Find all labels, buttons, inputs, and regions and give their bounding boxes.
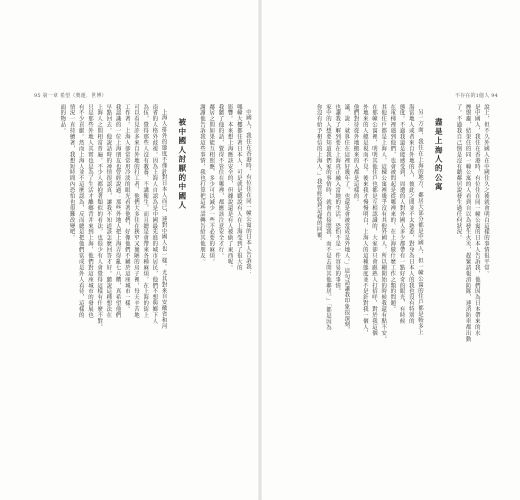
text-column: 我聽了他的話，覺得不管住在哪裡，都應該注意安全才行。: [217, 104, 224, 259]
right-page: [260, 0, 520, 500]
text-column: 另一方面，我住在上海的地方，鄰居大部分都是中國人，但一幢公寓的住戶都是較多上: [416, 109, 423, 336]
section-heading: 盡是上海人的公寓: [434, 118, 444, 192]
text-column: 只是那些外地人其實也是為了生活才離鄉背井來到上海，他們對這座城市的發展也: [86, 104, 93, 319]
text-column: 態度。不過我還是能感受到，周遭的人對外國人多少都帶有一點好奇的眼光，有時候: [398, 104, 405, 325]
text-column: 可以看見許多來自外地的打工者，他們大多住在狹窄又簡陋的房子裡，每天辛苦地: [132, 104, 139, 319]
text-column: 為伍，覺得那些人沒有教養、不講衛生，而且總是會帶來各種麻煩。在上海的街上: [142, 104, 149, 319]
right-text-block: [264, 104, 490, 424]
text-column: 是中國人，我住在香港時，有位住在同一幢公寓的日本人告訴我，他們因為日本帶來的水: [473, 104, 480, 337]
section-heading: 被中國人討厭的中國人: [177, 118, 187, 210]
text-column: 工作著。上海人卻常常用冷淡的眼光看著他們，好像他們不屬於這座城市一樣。: [123, 104, 130, 313]
left-running-head: 95 第一章 希望（奧運．世博）: [34, 93, 107, 99]
text-column: 謝謝他告訴我這些事情，我也打算把這些話轉告給其他朋友。: [198, 104, 205, 265]
text-column: 說上，但不久外國人在中國住久之後就會明白這樣的事情很平常。: [483, 104, 489, 277]
text-column: 情況一直持續著，我想短時間內恐怕也很難改變吧。: [68, 104, 75, 241]
text-column: 南省的人格外歧視。因為上海人自認為是中國最先進的城市居民，他們不想與鄉下人: [151, 104, 158, 325]
text-column: 哪幢大樓都住著日本人，可是就是聽說有人在上海受到了很大的: [235, 104, 242, 271]
text-column: 在電梯裡遇到他們，也會被問起是從哪裡來的、在上海做什麼工作之類的問題。: [389, 104, 396, 313]
text-column: 我認識的一位上海朋友也曾經說過：那些外地人把上海弄得亂七八糟，真希望他們: [114, 104, 121, 319]
text-column: 了。不過我自己倒是沒有聽鄰居說發生過任何狀況。: [455, 104, 462, 241]
text-column: 早點回去。他說話時的神情很認真，讓我不知道該怎麼回答才好。聽說這種想法在: [105, 104, 112, 319]
text-column: 上海人之間相當普遍，不少人都抱著類似的看法，也很少有人會覺得這樣有什麼不對。: [96, 104, 103, 331]
text-column: 議，說：就算住在這裡好幾年了，也還是會被當成是外地人。」這句話讓我印象很深刻，: [343, 104, 350, 334]
text-column: 你沒有給予相信的上海人。」我曾經收到這樣的回覆。: [315, 104, 322, 245]
text-column: 面的物品。: [59, 104, 66, 134]
text-column: 外地來的人總是視而不見。後來我才慢慢明白，上海人的這種態度並不是針對我一個人，: [361, 104, 368, 337]
text-column: 有不少貢獻。然而上海人並不這麼認為，反而總是把他們當成是外人看待，這樣的: [77, 104, 84, 319]
text-column: 海當地人或者來自外地的人，彼此之間並不太熟悉，對身為日本人的我也沒有特別的: [407, 104, 414, 325]
text-column: 上海人排外的態度不僅針對日本人而已，連對中國人也一樣。尤其對來自安徽省和河: [160, 109, 167, 330]
text-column: 影響。本來想上海應該安全的，但據說還是有人被偷了東西呢。: [226, 104, 233, 271]
left-text-block: [36, 104, 252, 424]
text-column: 鄰居之間如果能互相照應，多少可以減少一些不必要的麻煩。: [208, 104, 215, 265]
text-column: 家中的人想要知道我們家的事情時，就會直接問我，而不是去問其他鄰居。」「都是因為: [324, 104, 331, 331]
right-running-head: 不存在的1億人 94: [454, 93, 498, 99]
text-column: 也讓我了解到要在上海真正融入當地的生活，恐怕不是一件容易的事情。: [334, 104, 341, 295]
text-column: 在那幢公寓裡，明明其他住戶也都是互相認識的，大家卻只會跟熟人打招呼，對於我這個: [370, 104, 377, 337]
text-column: 中國人，我住在香港時，有位住在同一幢公寓的日本人告訴我：: [245, 109, 251, 276]
text-column: 煙盤蟲，結果住的同一幢公寓的人看到自以為發生火災，趕緊請報消防隊，連消防車都出動: [464, 104, 471, 342]
text-column: 他們對待從外地搬來的人都是這樣的。: [352, 104, 359, 206]
text-column: 其他住戶都是上海人，這棟公寓裡幾乎沒有其他外國人，所以剛開始的時候我還有點不安。: [380, 104, 387, 342]
